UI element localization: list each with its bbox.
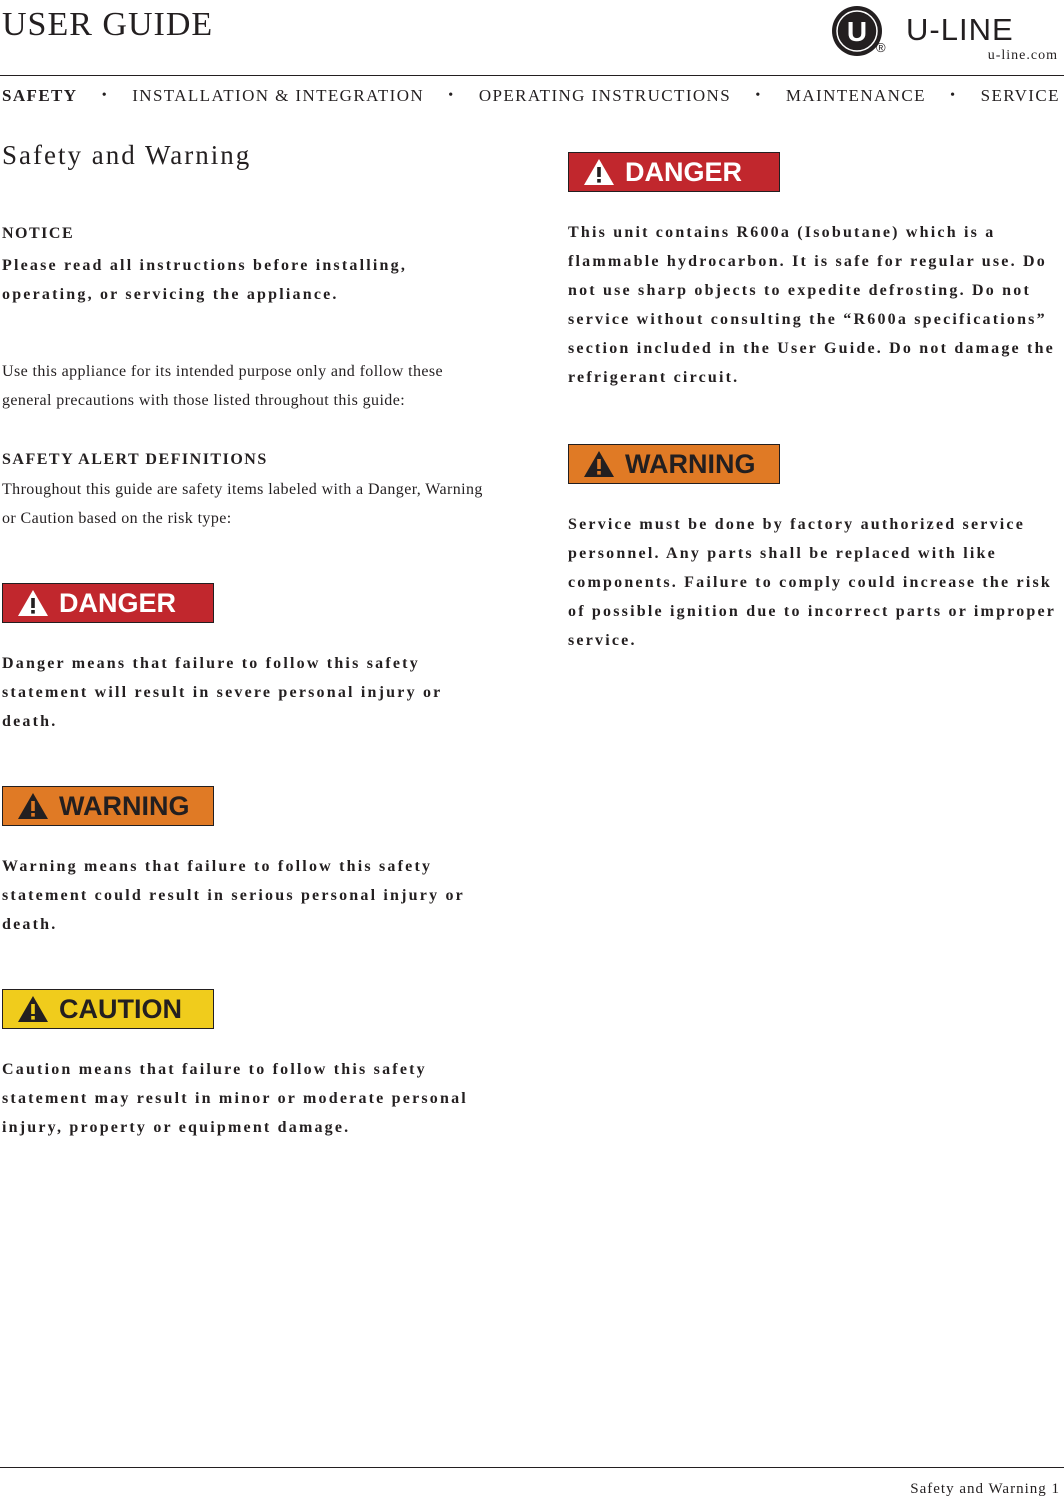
warning-definition: Warning means that failure to follow this safety statement could result in serious personal injury or death. (2, 858, 465, 933)
warning-label: WARNING (59, 790, 190, 821)
warning-triangle-icon (583, 158, 615, 186)
intro-text: Use this appliance for its intended purpose only and follow these general precautions with those listed throughout this guide: (2, 363, 444, 409)
section-nav (2, 86, 1060, 106)
caution-definition: Caution means that failure to follow this safety statement may result in minor or moderate personal injury, property or equipment damage. (2, 1061, 468, 1136)
warning-badge (2, 786, 214, 826)
nav-separator: • (448, 88, 455, 103)
registered-mark: ® (876, 40, 886, 55)
warning-triangle-icon (17, 995, 49, 1023)
danger-label: DANGER (625, 156, 743, 187)
warning-triangle-icon (583, 450, 615, 478)
nav-item-service[interactable]: SERVICE (980, 86, 1060, 105)
section-title: Safety and Warning (2, 140, 252, 170)
document-title: USER GUIDE (2, 6, 214, 43)
danger-badge (2, 583, 214, 623)
u-line-wordmark (906, 14, 1058, 44)
nav-separator: • (101, 88, 108, 103)
notice-heading: NOTICE (2, 225, 75, 242)
notice-text: Please read all instructions before installing, operating, or servicing the appliance. (2, 257, 408, 303)
warning-triangle-icon (17, 792, 49, 820)
header-divider (0, 75, 1064, 76)
nav-item-safety[interactable]: SAFETY (2, 86, 78, 105)
danger-label: DANGER (59, 587, 177, 618)
caution-label: CAUTION (59, 993, 182, 1024)
nav-item-maintenance[interactable]: MAINTENANCE (785, 86, 926, 105)
alert-definitions-text: Throughout this guide are safety items labeled with a Danger, Warning or Caution based on the risk type: (2, 481, 483, 527)
page-footer: Safety and Warning 1 (910, 1481, 1060, 1497)
danger-badge (568, 152, 780, 192)
left-column (2, 140, 494, 1142)
warning-label: WARNING (625, 448, 756, 479)
nav-item-installation[interactable]: INSTALLATION & INTEGRATION (132, 86, 425, 105)
danger-definition: Danger means that failure to follow this safety statement will result in severe personal injury or death. (2, 655, 443, 730)
nav-separator: • (950, 88, 957, 103)
right-column (568, 152, 1060, 655)
brand-name: U-LINE (906, 14, 1014, 44)
caution-badge (2, 989, 214, 1029)
brand-letter: U (846, 16, 868, 47)
nav-item-operating[interactable]: OPERATING INSTRUCTIONS (478, 86, 732, 105)
refrigerant-danger-text: This unit contains R600a (Isobutane) which is a flammable hydrocarbon. It is safe for regular use. Do not use sharp objects to expedite defrosting. Do not service without consulting the “R600a specifications” section included in the User Guide. Do not damage the refrigerant circuit. (568, 224, 1055, 386)
service-warning-text: Service must be done by factory authorized service personnel. Any parts shall be replaced with like components. Failure to comply could increase the risk of possible ignition due to incorrect parts or improper service. (568, 516, 1056, 649)
warning-badge (568, 444, 780, 484)
footer-divider (0, 1467, 1064, 1468)
brand-url[interactable]: u-line.com (987, 48, 1058, 63)
nav-separator: • (755, 88, 762, 103)
alert-definitions-heading: SAFETY ALERT DEFINITIONS (2, 451, 268, 468)
warning-triangle-icon (17, 589, 49, 617)
